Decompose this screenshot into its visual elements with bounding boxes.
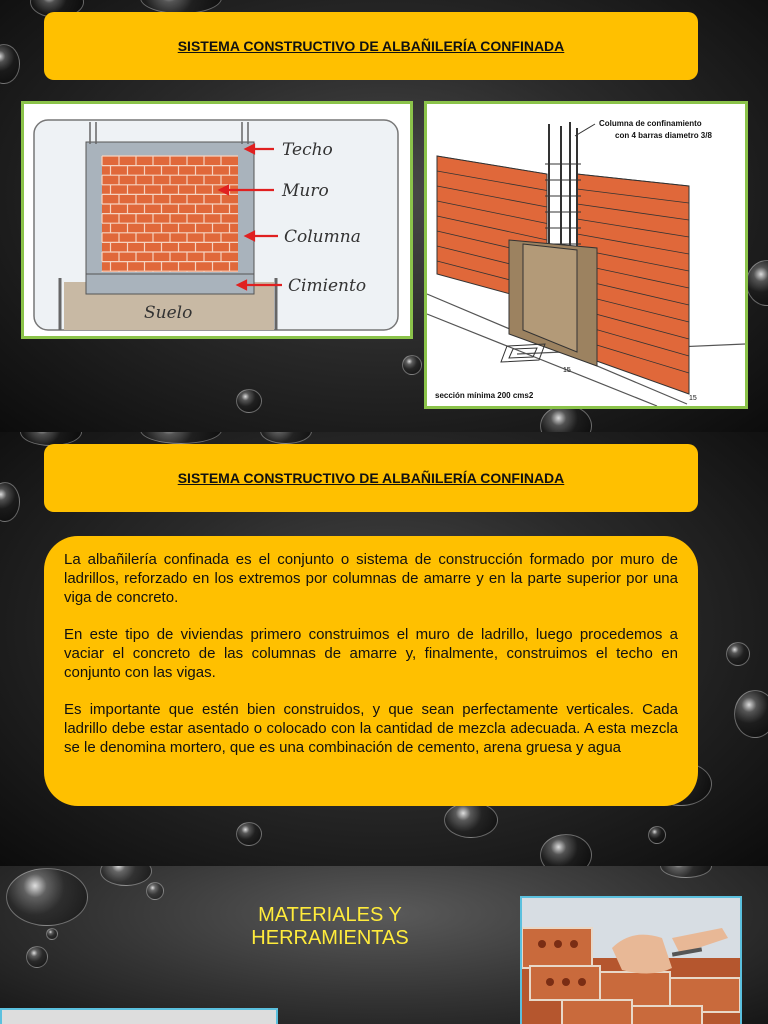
- water-drop: [0, 482, 20, 522]
- confined-wall-diagram: [21, 101, 413, 339]
- water-drop: [146, 882, 164, 900]
- callout-line-1: Columna de confinamiento: [599, 119, 702, 128]
- paragraph-2: En este tipo de viviendas primero construimos el muro de ladrillo, luego procedemos a vaciar el concreto de las columnas de amarre y, finalmente, construimos el techo en conjunto con las vigas.: [64, 626, 678, 681]
- slide-2-title: SISTEMA CONSTRUCTIVO DE ALBAÑILERÍA CONFINADA: [177, 470, 565, 486]
- water-drop: [402, 355, 422, 375]
- materials-title-line-2: HERRAMIENTAS: [251, 927, 409, 949]
- slide-1: [0, 0, 768, 432]
- dim-15-a: 15: [563, 367, 571, 374]
- water-drop: [648, 826, 666, 844]
- slide-1-title-box: [44, 12, 698, 80]
- water-drop: [660, 866, 712, 878]
- water-drop: [0, 44, 20, 84]
- slide-2-title-box: [44, 444, 698, 512]
- water-drop: [6, 868, 88, 926]
- label-suelo: Suelo: [144, 303, 193, 323]
- section-note: sección mínima 200 cms2: [435, 391, 534, 400]
- water-drop: [746, 260, 768, 306]
- confined-wall-diagram-svg: [24, 104, 410, 336]
- water-drop: [444, 802, 498, 838]
- slide-1-title: SISTEMA CONSTRUCTIVO DE ALBAÑILERÍA CONFINADA: [177, 38, 565, 54]
- label-techo: Techo: [282, 140, 333, 160]
- label-muro: Muro: [282, 181, 329, 201]
- slide-2: [0, 432, 768, 866]
- label-cimiento: Cimiento: [288, 276, 367, 296]
- materials-title-line-1: MATERIALES Y: [258, 904, 402, 926]
- confinement-column-detail: [424, 101, 748, 409]
- water-drop: [140, 432, 222, 444]
- paragraph-1: La albañilería confinada es el conjunto o sistema de construcción formado por muro de ladrillos, reforzado en los extremos por columnas de amarre y en la parte superior por una viga de concreto.: [64, 551, 678, 606]
- label-columna: Columna: [284, 227, 361, 247]
- callout-line-2: con 4 barras diametro 3/8: [615, 131, 712, 140]
- water-drop: [100, 866, 152, 886]
- paragraph-3: Es importante que estén bien construidos, y que sean perfectamente verticales. Cada ladrillo debe estar asentado o colocado con la cantidad de mezcla adecuada. A esta mezcla se le denomina mortero, que es una combinación de cemento, arena gruesa y agua: [64, 701, 678, 756]
- confinement-column-detail-svg: [427, 104, 745, 406]
- description-box: [44, 536, 698, 806]
- bricklaying-photo-svg: [522, 898, 740, 1024]
- water-drop: [26, 946, 48, 968]
- bricklaying-photo: [520, 896, 742, 1024]
- water-drop: [726, 642, 750, 666]
- materials-title: [230, 904, 430, 950]
- water-drop: [236, 389, 262, 413]
- water-drop: [236, 822, 262, 846]
- slide-3: [0, 866, 768, 1024]
- bottom-photo-edge: [0, 1008, 278, 1024]
- water-drop: [540, 834, 592, 866]
- water-drop: [46, 928, 58, 940]
- water-drop: [260, 432, 312, 444]
- water-drop: [734, 690, 768, 738]
- dim-15-b: 15: [689, 395, 697, 402]
